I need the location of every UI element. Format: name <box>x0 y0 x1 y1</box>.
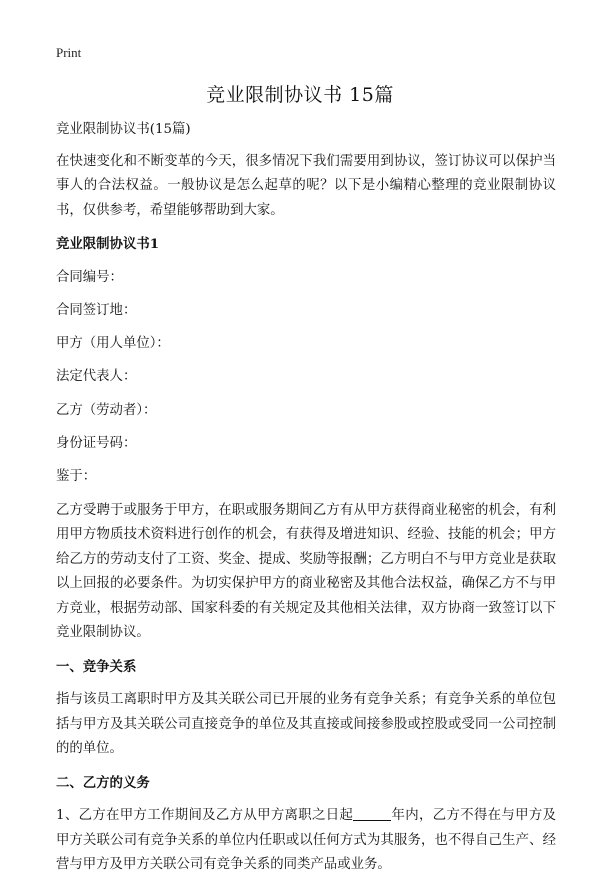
field-contract-no: 合同编号： <box>56 269 123 285</box>
field-sign-place: 合同签订地： <box>56 302 137 318</box>
section-title: 竞业限制协议书1 <box>56 236 160 252</box>
part1-paragraph: 指与该员工离职时甲方及其关联公司已开展的业务有竞争关系；有竞争关系的单位包括与甲方及其关联公司直接竞争的单位及其直接或间接参股或控股或受同一公司控制的的单位。 <box>56 692 556 757</box>
clause1-text-after: 年内，乙方不得在与甲方及甲方关联公司有竞争关系的单位内任职或以任何方式为其服务，也不得自己生产、经营与甲方及甲方关联公司有竞争关系的同类产品或业务。 <box>56 808 556 873</box>
blank-years <box>353 806 391 821</box>
field-whereas: 鉴于： <box>56 469 97 485</box>
clause1-text-before: 1、乙方在甲方工作期间及乙方从甲方离职之日起 <box>56 808 354 824</box>
print-label: Print <box>56 45 82 60</box>
intro-paragraph: 在快速变化和不断变革的今天，很多情况下我们需要用到协议，签订协议可以保护当事人的合法权益。一般协议是怎么起草的呢？以下是小编精心整理的竞业限制协议书，仅供参考，希望能够帮助到大家。 <box>56 153 556 218</box>
part2-clause1 <box>56 804 556 878</box>
field-party-a: 甲方（用人单位）： <box>56 336 170 352</box>
part1-heading: 一、竞争关系 <box>56 658 137 675</box>
document-body <box>56 118 556 887</box>
field-party-b: 乙方（劳动者）： <box>56 402 157 418</box>
whereas-paragraph: 乙方受聘于或服务于甲方，在职或服务期间乙方有从甲方获得商业秘密的机会，有利用甲方物质技术资料进行创作的机会，有获得及增进知识、经验、技能的机会；甲方给乙方的劳动支付了工资、奖金、提成、奖励等报酬；乙方明白不与甲方竞业是获取以上回报的必要条件。为切实保护甲方的商业秘密及其他合法权益，确保乙方不与甲方竞业，根据劳动部、国家科委的有关规定及其他相关法律，双方协商一致签订以下竞业限制协议。 <box>56 502 556 641</box>
field-legal-rep: 法定代表人： <box>56 369 137 385</box>
part2-heading: 二、乙方的义务 <box>56 774 150 791</box>
document-title: 竞业限制协议书 15篇 <box>206 84 394 106</box>
field-id-no: 身份证号码： <box>56 435 137 451</box>
document-subtitle: 竞业限制协议书(15篇) <box>56 122 191 137</box>
